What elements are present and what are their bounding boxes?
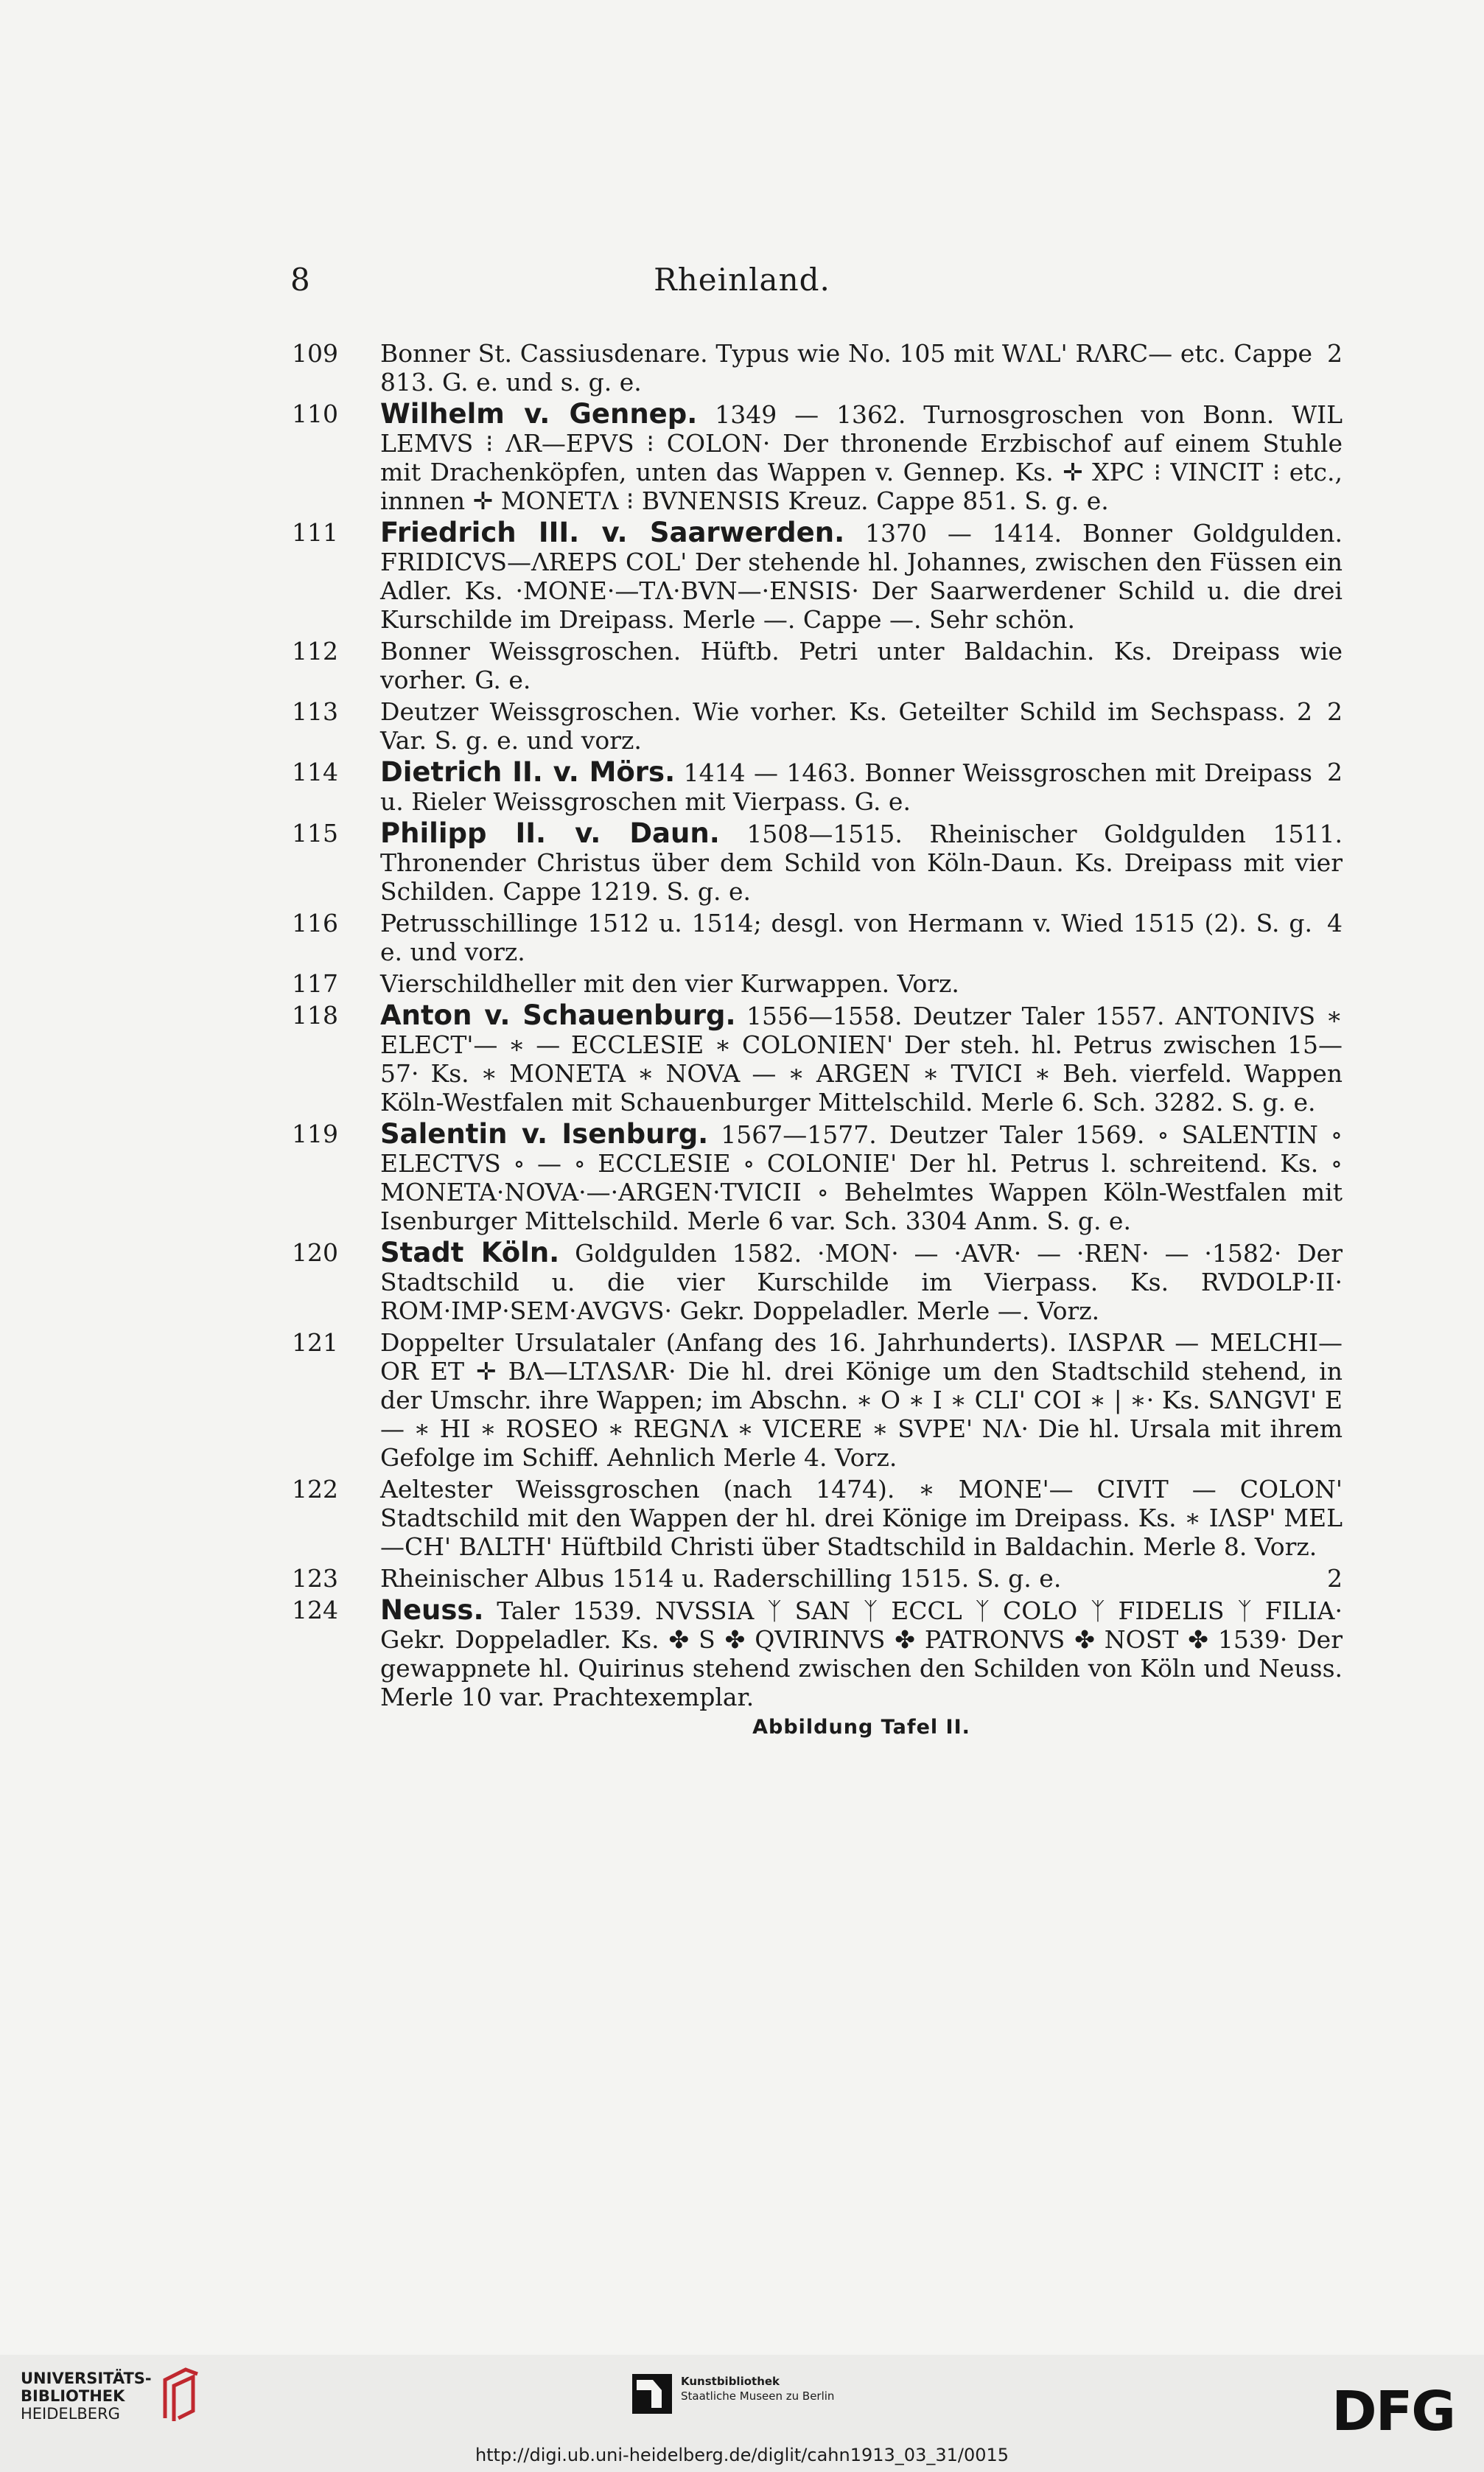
page-header: [0, 262, 1484, 306]
entry-description: 1567—1577. Deutzer Taler 1569. ∘ SALENTIN ∘ ELECTVS ∘ — ∘ ECCLESIE ∘ COLONIE' Der hl. Petrus l. schreitend. Ks. ∘ MONETA·NOVA·—·ARGEN·TVICII ∘ Behelmtes Wappen Köln-Westfalen mit Isenburger Mittelschild. Merle 6 var. Sch. 3304 Anm. S. g. e.: [380, 1120, 1343, 1235]
entry-description: Doppelter Ursulataler (Anfang des 16. Jahrhunderts). IΛSPΛR — MELCHI—OR ET ✛ BΛ—LTΛSΛR· Die hl. drei Könige um den Stadtschild stehend, in der Umschr. ihre Wappen; im Abschn. ∗ O ∗ I ∗ CLI' COI ∗ | ∗· Ks. SΛNGVI' E — ∗ HI ∗ ROSEO ∗ REGNΛ ∗ VICERE ∗ SVPE' NΛ· Die hl. Ursala mit ihrem Gefolge im Schiff. Aehnlich Merle 4. Vorz.: [380, 1328, 1343, 1472]
entry-number: 114: [292, 758, 338, 786]
entry-description: Petrusschillinge 1512 u. 1514; desgl. von Hermann v. Wied 1515 (2). S. g. e. und vorz.: [380, 909, 1312, 966]
catalog-entry: [292, 1238, 1343, 1325]
kunstbibliothek-emblem-icon: [632, 2374, 672, 2414]
entry-number: 109: [292, 339, 338, 368]
entry-number: 117: [292, 969, 338, 998]
entry-ruler-name: Stadt Köln.: [380, 1237, 560, 1268]
library-line-1: UNIVERSITÄTS-: [21, 2370, 152, 2387]
entry-ruler-name: Salentin v. Isenburg.: [380, 1118, 709, 1150]
page-url[interactable]: http://digi.ub.uni-heidelberg.de/diglit/cahn1913_03_31/0015: [475, 2445, 1009, 2465]
entry-number: 124: [292, 1596, 338, 1624]
entry-ruler-name: Friedrich III. v. Saarwerden.: [380, 517, 845, 548]
entry-ruler-name: Wilhelm v. Gennep.: [380, 398, 698, 430]
entry-number: 111: [292, 518, 338, 547]
entry-price: 2: [1327, 339, 1343, 368]
entry-number: 119: [292, 1120, 338, 1148]
entry-description: Taler 1539. NVSSIA ᛉ SAN ᛉ ECCL ᛉ COLO ᛉ FIDELIS ᛉ FILIA· Gekr. Doppeladler. Ks. ✤ S ✤ QVIRINVS ✤ PATRONVS ✤ NOST ✤ 1539· Der gewappnete hl. Quirinus stehend zwischen den Schilden von Köln und Neuss. Merle 10 var. Prachtexemplar.: [380, 1596, 1343, 1711]
entry-description: 1414 — 1463. Bonner Weissgroschen mit Dreipass u. Rieler Weissgroschen mit Vierpass. G. e.: [380, 758, 1312, 816]
entry-description: 1349 — 1362. Turnosgroschen von Bonn. WIL LEMVS ⁝ ΛR—EPVS ⁝ COLON· Der thronende Erzbischof auf einem Stuhle mit Drachenköpfen, unten das Wappen v. Gennep. Ks. ✛ XPC ⁝ VINCIT ⁝ etc., innnen ✛ MONETΛ ⁝ BVNENSIS Kreuz. Cappe 851. S. g. e.: [380, 400, 1343, 515]
entry-description: Deutzer Weissgroschen. Wie vorher. Ks. Geteilter Schild im Sechspass. 2 Var. S. g. e. und vorz.: [380, 697, 1312, 755]
catalog-entry: [292, 758, 1343, 816]
catalog-entries: [292, 339, 1343, 1739]
catalog-entry: [292, 819, 1343, 906]
entry-price: 2: [1327, 697, 1343, 726]
entry-ruler-name: Anton v. Schauenburg.: [380, 999, 736, 1031]
entry-number: 115: [292, 819, 338, 848]
entry-description: Bonner Weissgroschen. Hüftb. Petri unter Baldachin. Ks. Dreipass wie vorher. G. e.: [380, 637, 1343, 694]
ub-heidelberg-logo[interactable]: [21, 2367, 205, 2426]
catalog-entry: [292, 1120, 1343, 1235]
catalog-entry: [292, 518, 1343, 634]
entry-ruler-name: Dietrich II. v. Mörs.: [380, 756, 676, 788]
footer-bar: [0, 2355, 1484, 2472]
entry-description: Aeltester Weissgroschen (nach 1474). ∗ MONE'— CIVIT — COLON' Stadtschild mit den Wappen der hl. drei Könige im Dreipass. Ks. ∗ IΛSP' MEL—CH' BΛLTH' Hüftbild Christi über Stadtschild in Baldachin. Merle 8. Vorz.: [380, 1475, 1343, 1561]
plate-reference: Abbildung Tafel II.: [752, 1716, 970, 1739]
library-line-3: HEIDELBERG: [21, 2405, 120, 2423]
kb-line-2: Staatliche Museen zu Berlin: [681, 2389, 835, 2403]
entry-description: 1370 — 1414. Bonner Goldgulden. FRIDICVS—ΛREPS COL' Der stehende hl. Johannes, zwischen den Füssen ein Adler. Ks. ·MONE·—TΛ·BVN—·ENSIS· Der Saarwerdener Schild u. die drei Kurschilde im Dreipass. Merle —. Cappe —. Sehr schön.: [380, 519, 1343, 634]
entry-ruler-name: Philipp II. v. Daun.: [380, 817, 720, 849]
catalog-entry: [292, 1475, 1343, 1561]
entry-number: 116: [292, 909, 338, 938]
kunstbibliothek-logo[interactable]: [632, 2374, 834, 2414]
entry-description: Rheinischer Albus 1514 u. Raderschilling 1515. S. g. e.: [380, 1564, 1062, 1593]
kb-line-1: Kunstbibliothek: [681, 2375, 780, 2388]
entry-price: 4: [1327, 909, 1343, 938]
entry-description: 1556—1558. Deutzer Taler 1557. ANTONIVS ∗ ELECT'— ∗ — ECCLESIE ∗ COLONIEN' Der steh. hl. Petrus zwischen 15—57· Ks. ∗ MONETA ∗ NOVA — ∗ ARGEN ∗ TVICI ∗ Beh. vierfeld. Wappen Köln-Westfalen mit Schauenburger Mittelschild. Merle 6. Sch. 3282. S. g. e.: [380, 1002, 1343, 1117]
entry-description: Bonner St. Cassiusdenare. Typus wie No. 105 mit WΛL' RΛRC— etc. Cappe 813. G. e. und s. g. e.: [380, 339, 1312, 397]
catalog-entry: [292, 339, 1343, 397]
catalog-entry: [292, 1564, 1343, 1593]
catalog-entry: [292, 1596, 1343, 1711]
catalog-entry: [292, 697, 1343, 755]
entry-number: 122: [292, 1475, 338, 1504]
dfg-logo[interactable]: DFG: [1331, 2380, 1455, 2443]
entry-price: 2: [1327, 1564, 1343, 1593]
entry-number: 118: [292, 1001, 338, 1030]
entry-number: 110: [292, 399, 338, 428]
entry-price: 2: [1327, 758, 1343, 786]
library-line-2: BIBLIOTHEK: [21, 2387, 125, 2405]
entry-description: 1508—1515. Rheinischer Goldgulden 1511. Thronender Christus über dem Schild von Köln-Daun. Ks. Dreipass mit vier Schilden. Cappe 1219. S. g. e.: [380, 820, 1343, 906]
catalog-entry: [292, 399, 1343, 515]
catalog-entry: [292, 1328, 1343, 1472]
entry-number: 121: [292, 1328, 338, 1357]
catalog-entry: [292, 969, 1343, 998]
entry-number: 113: [292, 697, 338, 726]
ub-emblem-icon: [156, 2367, 205, 2426]
catalog-entry: [292, 637, 1343, 694]
catalog-entry: [292, 1001, 1343, 1117]
entry-ruler-name: Neuss.: [380, 1594, 484, 1626]
running-head: Rheinland.: [654, 262, 830, 298]
entry-number: 112: [292, 637, 338, 666]
entry-description: Goldgulden 1582. ·MON· — ·AVR· — ·REN· — ·1582· Der Stadtschild u. die vier Kurschilde im Vierpass. Ks. RVDOLP·II· ROM·IMP·SEM·AVGVS· Gekr. Doppeladler. Merle —. Vorz.: [380, 1239, 1343, 1325]
entry-number: 123: [292, 1564, 338, 1593]
catalog-entry: [292, 909, 1343, 966]
entry-number: 120: [292, 1238, 338, 1267]
entry-description: Vierschildheller mit den vier Kurwappen. Vorz.: [380, 969, 959, 998]
page-number: 8: [290, 262, 310, 298]
